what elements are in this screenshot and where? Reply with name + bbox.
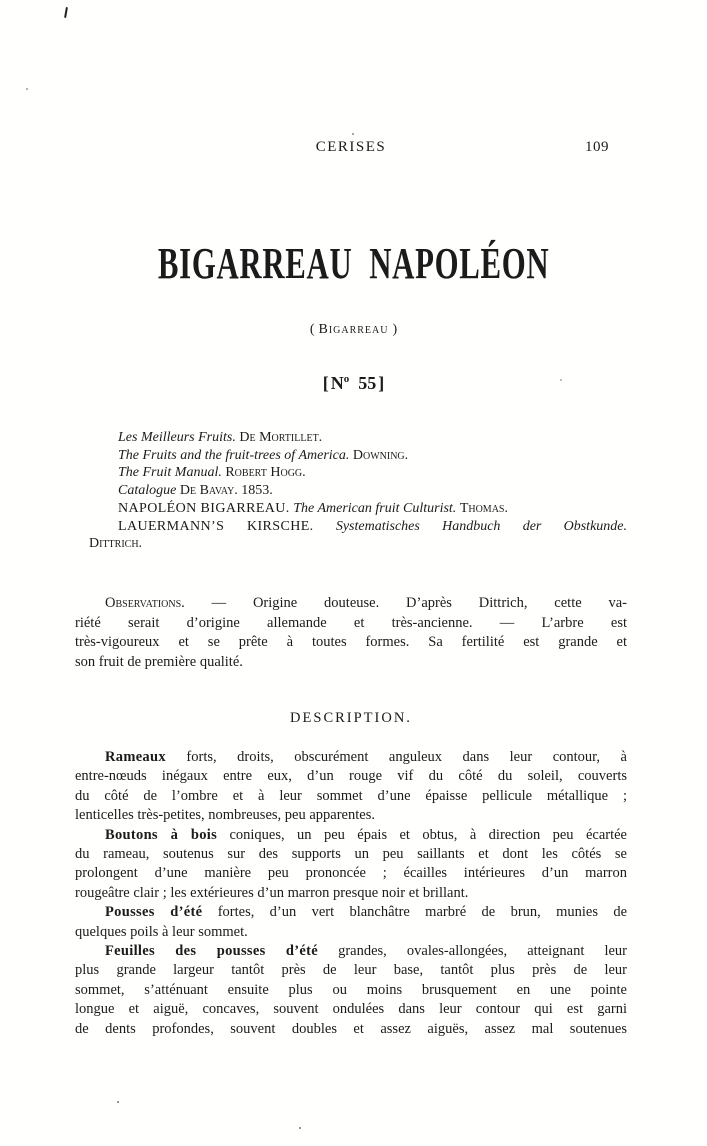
text-line xyxy=(75,826,627,845)
bib-title: Systematisches Handbuch der Obstkunde. xyxy=(335,518,628,534)
text-line: son fruit de première qualité. xyxy=(75,653,243,670)
paragraph-lead: Observations. xyxy=(105,595,185,611)
observations-paragraph xyxy=(75,594,627,672)
bib-title: Les Meilleurs Fruits. xyxy=(118,430,236,445)
bib-entry xyxy=(89,482,627,500)
text-line: de dents profondes, souvent doubles et assez aiguës, assez mal soutenues xyxy=(75,1020,627,1037)
running-head xyxy=(75,139,627,156)
bib-entry xyxy=(89,447,627,465)
number-letter: N xyxy=(330,373,344,393)
scan-speck xyxy=(299,1127,301,1129)
text-run: forts, droits, obscurément anguleux dans leur contour, à xyxy=(186,749,627,765)
text-run: — Origine douteuse. D’après Dittrich, cette va- xyxy=(211,595,627,611)
running-title: CERISES xyxy=(315,139,387,155)
number-value: 55 xyxy=(358,373,377,393)
scan-speck xyxy=(117,1101,119,1103)
text-line: plus grande largeur tantôt près de leur base, tantôt plus près de leur xyxy=(75,962,627,979)
paragraph-lead: Rameaux xyxy=(105,749,166,765)
bib-synonym-name: LAUERMANN’S KIRSCHE. xyxy=(118,518,314,534)
bib-author: Robert Hogg. xyxy=(225,465,306,481)
text-line xyxy=(75,748,627,767)
text-line: riété serait d’origine allemande et très-ancienne. — L’arbre est xyxy=(75,614,627,631)
variety-title xyxy=(0,238,707,289)
scan-speck xyxy=(352,133,354,135)
bib-author: De Mortillet. xyxy=(239,430,323,445)
text-line: prolongent d’une manière peu prononcée ; écailles intérieures d’un marron xyxy=(75,865,627,882)
text-line: quelques poils à leur sommet. xyxy=(75,923,248,940)
bib-year: 1853. xyxy=(241,483,273,499)
bib-title: The American fruit Culturist. xyxy=(293,500,457,516)
bib-author: Downing. xyxy=(352,447,409,463)
text-line xyxy=(75,903,627,922)
text-line: très-vigoureux et se prête à toutes formes. Sa fertilité est grande et xyxy=(75,634,627,651)
page-number: 109 xyxy=(585,139,609,155)
bracket-close: ] xyxy=(378,373,385,393)
paragraph-lead: Pousses d’été xyxy=(105,904,203,921)
variety-synonym xyxy=(0,322,707,338)
scan-speck xyxy=(64,7,68,18)
description-heading: DESCRIPTION. xyxy=(290,710,412,726)
variety-synonym-text: Bigarreau xyxy=(318,322,389,337)
paren-open: ( xyxy=(309,322,315,337)
text-line: longue et aiguë, concaves, souvent ondulées dans leur contour qui est garni xyxy=(75,1001,627,1018)
scan-speck xyxy=(26,88,28,90)
bibliography xyxy=(89,429,627,553)
text-line: du côté de l’ombre et à leur sommet d’une épaisse pellicule métallique ; xyxy=(75,787,627,804)
bib-synonym-name: NAPOLÉON BIGARREAU. xyxy=(118,500,290,516)
description-body xyxy=(75,748,627,1039)
bracket-open: [ xyxy=(322,373,329,393)
bib-title: The Fruits and the fruit-trees of America. xyxy=(118,447,350,463)
paren-close: ) xyxy=(392,322,398,337)
variety-title-text: BIGARREAU NAPOLÉON xyxy=(157,239,550,288)
text-run: coniques, un peu épais et obtus, à direction peu écartée xyxy=(229,826,627,843)
text-line xyxy=(75,942,627,961)
bib-author: De Bavay. xyxy=(179,483,238,499)
bib-title: Catalogue xyxy=(118,483,177,499)
bib-entry xyxy=(89,464,627,482)
bib-entry-continuation xyxy=(89,535,627,553)
text-line: du rameau, soutenus sur des supports un peu saillants et dont les côtés se xyxy=(75,846,627,863)
text-run: grandes, ovales-allongées, atteignant leur xyxy=(338,943,627,960)
text-line: entre-nœuds inégaux entre eux, d’un rouge vif du côté du soleil, couverts xyxy=(75,768,627,785)
text-line: rougeâtre clair ; les extérieures d’un marron presque noir et brillant. xyxy=(75,884,469,901)
text-line xyxy=(75,594,627,614)
number-ordinal: o xyxy=(343,373,350,385)
bib-entry xyxy=(89,429,627,447)
bib-title: The Fruit Manual. xyxy=(118,465,222,481)
text-line: sommet, s’atténuant ensuite plus ou moins brusquement en une pointe xyxy=(75,981,627,998)
bib-entry xyxy=(89,500,627,518)
bib-author: Dittrich. xyxy=(89,536,143,552)
text-run: fortes, d’un vert blanchâtre marbré de brun, munies de xyxy=(217,904,627,921)
bib-author: Thomas. xyxy=(459,500,508,516)
bib-entry xyxy=(89,518,627,536)
catalog-number xyxy=(0,373,707,394)
text-line: lenticelles très-petites, nombreuses, peu apparentes. xyxy=(75,807,375,824)
paragraph-lead: Feuilles des pousses d’été xyxy=(105,943,319,960)
paragraph-lead: Boutons à bois xyxy=(105,826,218,843)
